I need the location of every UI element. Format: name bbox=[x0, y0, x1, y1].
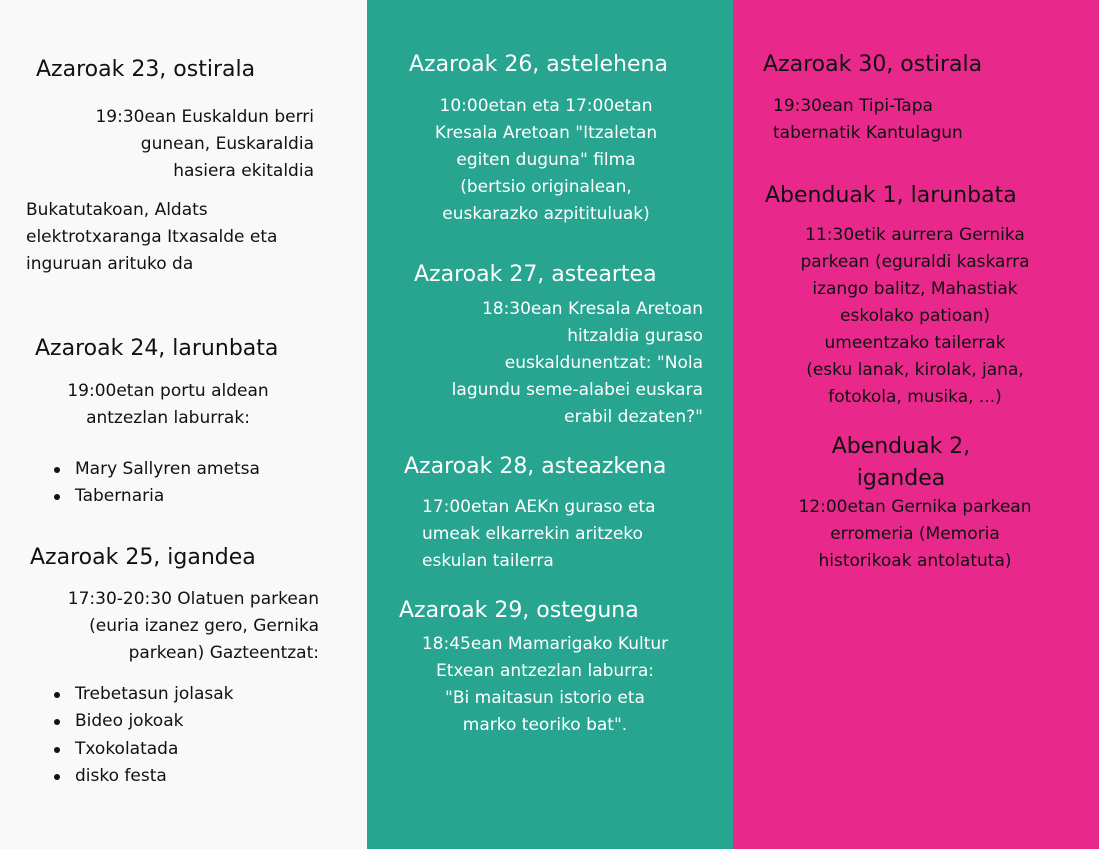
event-heading: Abenduak 1, larunbata bbox=[765, 183, 1017, 208]
list-item: Bideo jokoak bbox=[52, 708, 234, 735]
text-line: erromeria (Memoria bbox=[830, 524, 1000, 544]
column-left bbox=[0, 0, 367, 849]
text-line: umeak elkarrekin aritzeko bbox=[422, 524, 643, 544]
event-description bbox=[390, 631, 700, 739]
text-line: umeentzako tailerrak bbox=[824, 333, 1006, 353]
text-line: izango balitz, Mahastiak bbox=[812, 279, 1018, 299]
text-line: elektrotxaranga Itxasalde eta bbox=[26, 227, 278, 247]
event-heading: Azaroak 24, larunbata bbox=[35, 336, 279, 361]
text-line: hasiera ekitaldia bbox=[173, 161, 314, 181]
column-middle bbox=[367, 0, 733, 849]
event-description bbox=[773, 93, 963, 147]
text-line: historikoak antolatuta) bbox=[818, 551, 1012, 571]
text-line: Etxean antzezlan laburra: bbox=[435, 661, 654, 681]
event-heading bbox=[768, 431, 1034, 495]
list-item: Trebetasun jolasak bbox=[52, 681, 234, 708]
text-line: 18:30ean Kresala Aretoan bbox=[481, 299, 703, 319]
event-description bbox=[48, 378, 288, 432]
list-item: Mary Sallyren ametsa bbox=[52, 456, 260, 483]
text-line: Bukatutakoan, Aldats bbox=[26, 200, 208, 220]
list-item: disko festa bbox=[52, 763, 234, 790]
event-heading: Azaroak 23, ostirala bbox=[36, 57, 256, 82]
text-line: parkean (eguraldi kaskarra bbox=[800, 252, 1030, 272]
text-line: marko teoriko bat". bbox=[462, 715, 628, 735]
text-line: 19:00etan portu aldean bbox=[67, 381, 269, 401]
event-heading: Azaroak 29, osteguna bbox=[399, 598, 639, 623]
event-heading: Azaroak 28, asteazkena bbox=[404, 454, 667, 479]
text-line: (bertsio originalean, bbox=[460, 177, 632, 197]
text-line: parkean) Gazteentzat: bbox=[128, 643, 319, 663]
text-line: euskarazko azpitituluak) bbox=[442, 204, 650, 224]
text-line: 10:00etan eta 17:00etan bbox=[439, 96, 653, 116]
event-description bbox=[422, 494, 656, 575]
event-heading: Azaroak 30, ostirala bbox=[763, 52, 983, 77]
text-line: fotokola, musika, ...) bbox=[828, 387, 1002, 407]
text-line: eskulan tailerra bbox=[422, 551, 554, 571]
text-line: 12:00etan Gernika parkean bbox=[798, 497, 1032, 517]
list-item: Txokolatada bbox=[52, 736, 234, 763]
event-description bbox=[747, 494, 1083, 575]
text-line: (euria izanez gero, Gernika bbox=[89, 616, 319, 636]
list-item: Tabernaria bbox=[52, 483, 260, 510]
text-line: 19:30ean Euskaldun berri bbox=[95, 107, 314, 127]
event-heading: Azaroak 27, asteartea bbox=[414, 262, 657, 287]
event-description bbox=[747, 222, 1083, 411]
text-line: erabil dezaten?" bbox=[564, 407, 703, 427]
text-line: "Bi maitasun istorio eta bbox=[445, 688, 645, 708]
text-line: antzezlan laburrak: bbox=[86, 408, 250, 428]
text-line: 17:30-20:30 Olatuen parkean bbox=[67, 589, 319, 609]
text-line: 18:45ean Mamarigako Kultur bbox=[421, 634, 669, 654]
bullet-list bbox=[52, 456, 260, 511]
event-heading: Azaroak 26, astelehena bbox=[409, 52, 668, 77]
event-description bbox=[391, 93, 701, 228]
bullet-list bbox=[52, 681, 234, 790]
text-line: 17:00etan AEKn guraso eta bbox=[422, 497, 656, 517]
column-right bbox=[733, 0, 1099, 849]
event-description bbox=[95, 104, 314, 185]
text-line: Kresala Aretoan "Itzaletan bbox=[434, 123, 658, 143]
text-line: euskaldunentzat: "Nola bbox=[504, 353, 703, 373]
text-line: eskolako patioan) bbox=[840, 306, 990, 326]
text-line: (esku lanak, kirolak, jana, bbox=[806, 360, 1024, 380]
text-line: inguruan arituko da bbox=[26, 254, 194, 274]
text-line: 19:30ean Tipi-Tapa bbox=[773, 96, 933, 116]
text-line: tabernatik Kantulagun bbox=[773, 123, 963, 143]
text-line: gunean, Euskaraldia bbox=[140, 134, 314, 154]
event-description bbox=[68, 586, 319, 667]
text-line: hitzaldia guraso bbox=[567, 326, 703, 346]
event-note bbox=[26, 197, 277, 278]
event-heading: Azaroak 25, igandea bbox=[30, 545, 256, 570]
event-description bbox=[452, 296, 703, 431]
text-line: 11:30etik aurrera Gernika bbox=[805, 225, 1025, 245]
heading-line: igandea bbox=[856, 466, 946, 491]
text-line: lagundu seme-alabei euskara bbox=[451, 380, 703, 400]
heading-line: Abenduak 2, bbox=[831, 434, 971, 459]
text-line: egiten duguna" filma bbox=[456, 150, 636, 170]
